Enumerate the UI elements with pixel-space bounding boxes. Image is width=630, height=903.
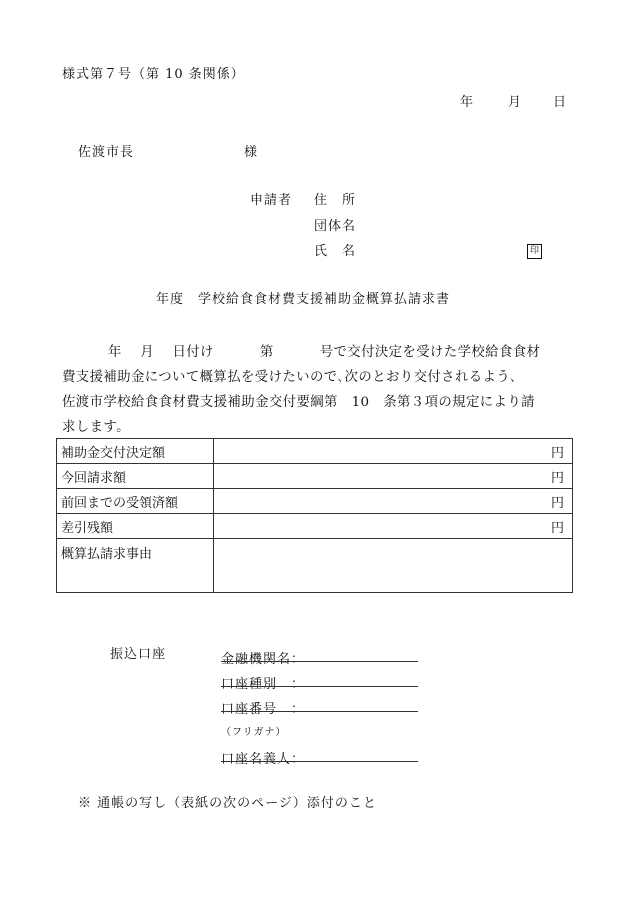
addressee-honorific: 様 <box>244 145 258 160</box>
body-line: 年 月 日付け 第 号で交付決定を受けた学校給食食材 <box>108 345 541 360</box>
table-row <box>57 514 573 539</box>
row-label-request-reason: 概算払請求事由 <box>57 539 214 593</box>
date-year-label: 年 <box>460 95 474 110</box>
applicant-org-label: 団体名 <box>314 219 357 234</box>
row-label-previously-received: 前回までの受領済額 <box>57 489 214 514</box>
bank-section-label: 振込口座 <box>110 647 167 662</box>
row-label-current-request: 今回請求額 <box>57 464 214 489</box>
date-month-label: 月 <box>508 95 522 110</box>
currency-label: 円 <box>550 470 564 486</box>
seal-stamp-icon: 印 <box>527 244 542 259</box>
document-title: 年度 学校給食食材費支援補助金概算払請求書 <box>156 292 451 307</box>
amount-field-grant-decision[interactable] <box>214 439 573 464</box>
account-type-label: 口座種別 ： <box>221 677 306 692</box>
row-label-grant-decision: 補助金交付決定額 <box>57 439 214 464</box>
table-row <box>57 464 573 489</box>
currency-label: 円 <box>550 520 564 536</box>
account-holder-line[interactable] <box>221 761 418 762</box>
body-line: 求します。 <box>62 420 130 435</box>
account-holder-label: 口座名義人： <box>221 752 306 767</box>
table-row <box>57 439 573 464</box>
request-reason-field[interactable] <box>214 539 573 593</box>
body-line: 費支援補助金について概算払を受けたいので､次のとおり交付されるよう､ <box>62 370 518 385</box>
addressee-name: 佐渡市長 <box>78 145 135 160</box>
account-type-line[interactable] <box>221 686 418 687</box>
table-row <box>57 489 573 514</box>
bank-institution-label: 金融機関名： <box>221 652 306 667</box>
bank-institution-line[interactable] <box>221 661 418 662</box>
amount-field-remaining-balance[interactable] <box>214 514 573 539</box>
attachment-note: ※ 通帳の写し（表紙の次のページ）添付のこと <box>78 796 377 811</box>
amount-field-previously-received[interactable] <box>214 489 573 514</box>
amount-field-current-request[interactable] <box>214 464 573 489</box>
currency-label: 円 <box>550 445 564 461</box>
body-line: 佐渡市学校給食食材費支援補助金交付要綱第 10 条第３項の規定により請 <box>62 395 535 410</box>
account-number-label: 口座番号 ： <box>221 702 306 717</box>
amount-table <box>56 438 573 593</box>
request-body <box>62 340 582 440</box>
date-day-label: 日 <box>553 95 567 110</box>
furigana-label: （フリガナ） <box>221 727 287 738</box>
form-number: 様式第７号（第 10 条関係） <box>62 67 245 82</box>
table-row <box>57 539 573 593</box>
applicant-name-label: 氏 名 <box>314 244 357 259</box>
applicant-title: 申請者 <box>250 193 293 208</box>
applicant-address-label: 住 所 <box>314 193 357 208</box>
row-label-remaining-balance: 差引残額 <box>57 514 214 539</box>
account-number-line[interactable] <box>221 711 418 712</box>
currency-label: 円 <box>550 495 564 511</box>
